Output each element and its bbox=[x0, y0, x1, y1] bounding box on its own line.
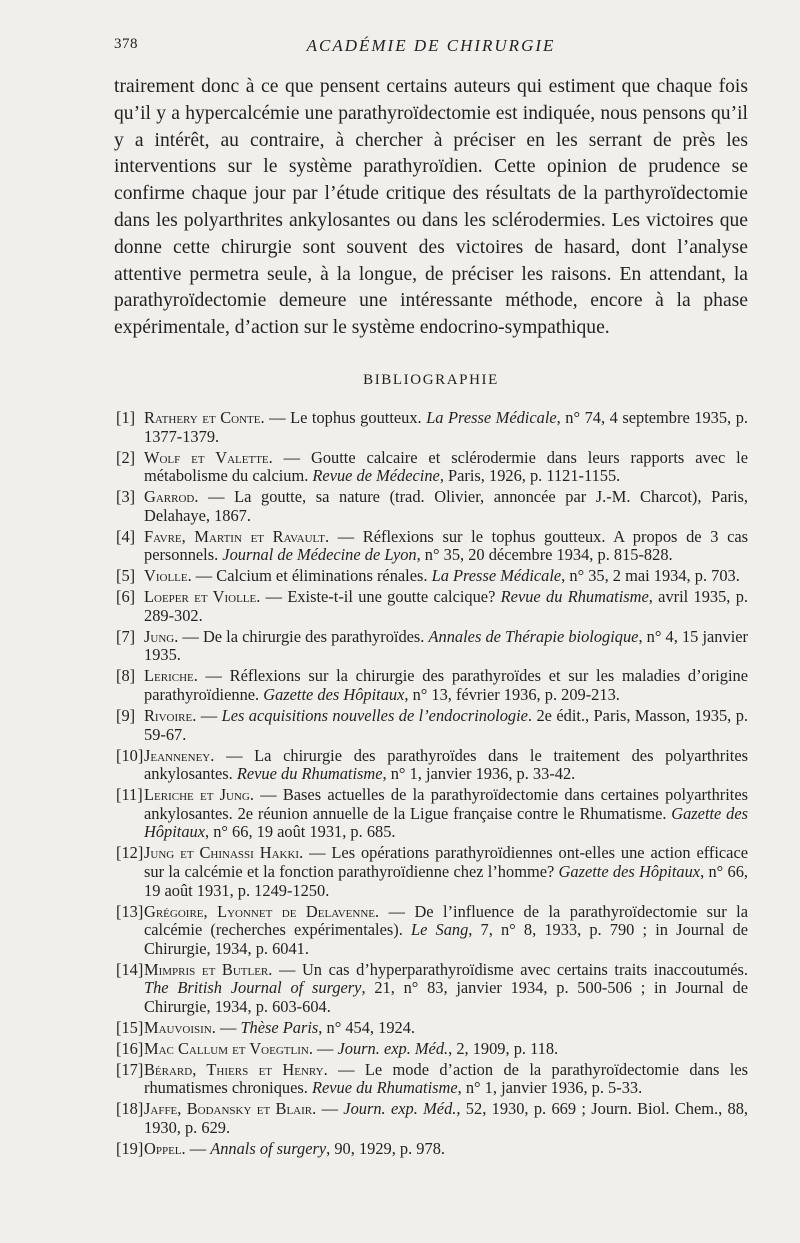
entry-text-pre: — La goutte, sa nature (trad. Olivier, annoncée par J.-M. Charcot), Paris, Delahaye, 1867. bbox=[144, 487, 748, 525]
bibliography-entry bbox=[116, 588, 748, 625]
bibliography-entry bbox=[116, 747, 748, 784]
entry-text-pre: — Le mode d’action de la parathyroïdectomie dans les rhumatismes chroniques. bbox=[144, 1059, 749, 1098]
entry-text-post: , 7, n° 8, 1933, p. 790 ; in Journal de Chirurgie, 1934, p. 6041. bbox=[144, 920, 748, 958]
entry-text-pre: — De la chirurgie des parathyroïdes. bbox=[178, 626, 429, 646]
entry-journal: Gazette des Hôpitaux bbox=[144, 803, 749, 842]
entry-authors: Jung et Chinassi Hakki. bbox=[144, 843, 304, 863]
entry-authors: Favre, Martin et Ravault. bbox=[144, 526, 330, 546]
body-paragraph: trairement donc à ce que pensent certains auteurs qui estiment que chaque fois qu’il y a hypercalcémie une parathyroïdectomie est indiquée, nous pensons qu’il y a intérêt, au contraire, à chercher à préciser en les serrant de près les interventions sur le système parathyroïdien. Cette opinion de prudence se confirme chaque jour par l’étude critique des résultats de la parthyroïdectomie dans les polyarthrites ankylosantes ou dans les sclérodermies. Les victoires que donne cette chirurgie sont souvent des victoires de hasard, dont l’analyse attentive permetra seule, à la longue, de préciser les raisons. En attendant, la parathyroïdectomie demeure une intéressante méthode, encore à la phase expérimentale, d’action sur le système endocrino-sympathique. bbox=[114, 76, 748, 339]
bibliography-heading: BIBLIOGRAPHIE bbox=[363, 372, 499, 388]
entry-authors: Mimpris et Butler. bbox=[144, 959, 273, 979]
entry-text-pre: — bbox=[312, 1038, 338, 1058]
entry-authors: Rivoire. bbox=[144, 706, 197, 726]
entry-number: [11] bbox=[116, 785, 143, 805]
entry-number: [17] bbox=[116, 1059, 144, 1079]
entry-journal: La Presse Médicale bbox=[431, 566, 562, 586]
entry-journal: Gazette des Hôpitaux bbox=[263, 685, 405, 705]
entry-journal: Revue de Médecine bbox=[312, 466, 440, 486]
entry-journal: Journal de Médecine de Lyon bbox=[222, 545, 417, 565]
bibliography-entry bbox=[116, 707, 748, 744]
entry-text-pre: — Réflexions sur le tophus goutteux. A propos de 3 cas personnels. bbox=[144, 526, 749, 565]
entry-number: [12] bbox=[116, 843, 144, 863]
bibliography-entry bbox=[116, 1061, 748, 1098]
entry-text-post: , n° 1, janvier 1936, p. 5-33. bbox=[457, 1078, 643, 1098]
entry-number: [16] bbox=[116, 1038, 144, 1058]
bibliography-entry bbox=[116, 1040, 748, 1059]
entry-authors: Bérard, Thiers et Henry. bbox=[144, 1059, 328, 1079]
entry-number: [13] bbox=[116, 901, 144, 921]
entry-journal: La Presse Médicale bbox=[426, 408, 557, 427]
bibliography-entry bbox=[116, 528, 748, 565]
entry-text-post: , n° 35, 2 mai 1934, p. 703. bbox=[561, 566, 740, 586]
bibliography-entry bbox=[116, 1100, 748, 1137]
entry-journal: Journ. exp. Méd. bbox=[343, 1099, 457, 1119]
bibliography-entry bbox=[116, 961, 748, 1017]
entry-journal: Annales de Thérapie biologique bbox=[428, 626, 639, 646]
entry-authors: Garrod. bbox=[144, 487, 199, 507]
bibliography-entry bbox=[116, 628, 748, 665]
bibliography-entry bbox=[116, 1140, 748, 1159]
entry-number: [9] bbox=[116, 706, 136, 726]
entry-number: [5] bbox=[116, 566, 136, 586]
entry-text-pre: — Les opérations parathyroïdiennes ont-elles une action efficace sur la calcémie et la fonction parathyroïdienne chez l’homme? bbox=[144, 843, 748, 881]
entry-text-post: , n° 35, 20 décembre 1934, p. 815-828. bbox=[416, 545, 673, 565]
entry-authors: Leriche. bbox=[144, 666, 198, 686]
entry-number: [18] bbox=[116, 1099, 144, 1119]
entry-journal: Annals of surgery bbox=[210, 1139, 327, 1158]
bibliography-entry bbox=[116, 1019, 748, 1038]
entry-number: [1] bbox=[116, 408, 136, 427]
entry-text-post: , n° 66, 19 août 1931, p. 1249-1250. bbox=[144, 861, 748, 900]
bibliography-entry bbox=[116, 667, 748, 704]
entry-journal: Revue du Rhumatisme bbox=[500, 587, 649, 607]
entry-authors: Wolf et Valette. bbox=[144, 447, 273, 467]
entry-journal: Le Sang bbox=[410, 920, 469, 940]
entry-number: [2] bbox=[116, 447, 136, 467]
entry-text-pre: — bbox=[316, 1099, 344, 1119]
entry-text-pre: — bbox=[185, 1139, 211, 1158]
entry-journal: Les acquisitions nouvelles de l’endocrinologie bbox=[221, 706, 528, 726]
entry-authors: Mac Callum et Voegtlin. bbox=[144, 1038, 313, 1058]
entry-number: [19] bbox=[116, 1139, 144, 1158]
entry-text-pre: — Le tophus goutteux. bbox=[264, 408, 427, 427]
bibliography-entry bbox=[116, 488, 748, 525]
entry-number: [3] bbox=[116, 487, 136, 507]
entry-number: [15] bbox=[116, 1017, 144, 1037]
entry-text-post: . 2e édit., Paris, Masson, 1935, p. 59-67. bbox=[144, 706, 749, 744]
entry-text-post: , 21, n° 83, janvier 1934, p. 500-506 ; in Journal de Chirurgie, 1934, p. 603-604. bbox=[144, 978, 748, 1016]
entry-authors: Mauvoisin. bbox=[144, 1017, 216, 1037]
page-number: 378 bbox=[114, 36, 138, 52]
entry-journal: Revue du Rhumatisme bbox=[236, 764, 383, 784]
entry-text-pre: — Calcium et éliminations rénales. bbox=[191, 566, 432, 586]
entry-number: [10] bbox=[116, 745, 144, 765]
entry-text-post: , n° 66, 19 août 1931, p. 685. bbox=[205, 822, 396, 842]
bibliography-entry bbox=[116, 567, 748, 586]
entry-text-pre: — Bases actuelles de la parathyroïdectomie dans certaines polyarthrites ankylosantes. 2e réunion annuelle de la Ligue française contre le Rhumatisme. bbox=[144, 785, 748, 823]
entry-text-post: , 52, 1930, p. 669 ; Journ. Biol. Chem., 88, 1930, p. 629. bbox=[144, 1099, 748, 1138]
entry-text-post: , avril 1935, p. 289-302. bbox=[144, 587, 749, 625]
entry-text-post: , n° 13, février 1936, p. 209-213. bbox=[404, 685, 620, 705]
entry-number: [6] bbox=[116, 587, 136, 607]
entry-journal: Gazette des Hôpitaux bbox=[558, 861, 701, 881]
entry-text-post: , n° 4, 15 janvier 1935. bbox=[144, 626, 748, 665]
bibliography-entry bbox=[116, 786, 748, 842]
bibliography-entry bbox=[116, 903, 748, 959]
entry-authors: Violle. bbox=[144, 566, 192, 586]
entry-authors: Grégoire, Lyonnet de Delavenne. bbox=[144, 901, 380, 921]
entry-authors: Oppel. bbox=[144, 1139, 186, 1158]
entry-text-pre: — bbox=[215, 1017, 241, 1037]
entry-text-post: , n° 454, 1924. bbox=[318, 1017, 415, 1037]
entry-text-pre: — bbox=[196, 706, 222, 726]
entry-authors: Loeper et Violle. bbox=[144, 587, 261, 607]
entry-text-pre: — La chirurgie des parathyroïdes dans le traitement des polyarthrites ankylosantes. bbox=[144, 745, 748, 784]
entry-text-post: , 90, 1929, p. 978. bbox=[326, 1139, 445, 1158]
entry-journal: Journ. exp. Méd. bbox=[337, 1038, 449, 1058]
entry-authors: Leriche et Jung. bbox=[144, 785, 254, 805]
page-header bbox=[114, 36, 748, 58]
entry-text-pre: — Goutte calcaire et sclérodermie dans leurs rapports avec le métabolisme du calcium. bbox=[144, 447, 748, 486]
entry-journal: Thèse Paris bbox=[240, 1017, 319, 1037]
entry-authors: Rathery et Conte. bbox=[144, 408, 265, 427]
entry-text-post: , n° 74, 4 septembre 1935, p. 1377-1379. bbox=[144, 408, 748, 446]
bibliography-entry bbox=[116, 449, 748, 486]
entry-authors: Jaffe, Bodansky et Blair. bbox=[144, 1099, 317, 1119]
entry-text-pre: — Un cas d’hyperparathyroïdisme avec certains traits inaccoutumés. bbox=[272, 959, 748, 979]
entry-number: [14] bbox=[116, 959, 144, 979]
entry-number: [4] bbox=[116, 526, 136, 546]
entry-text-post: , Paris, 1926, p. 1121-1155. bbox=[439, 466, 621, 486]
entry-number: [8] bbox=[116, 666, 136, 686]
bibliography-entry bbox=[116, 409, 748, 446]
running-title: ACADÉMIE DE CHIRURGIE bbox=[306, 36, 556, 55]
entry-journal: The British Journal of surgery bbox=[144, 978, 362, 998]
entry-authors: Jung. bbox=[144, 626, 179, 646]
entry-number: [7] bbox=[116, 626, 136, 646]
entry-text-pre: — Existe-t-il une goutte calcique? bbox=[260, 587, 501, 607]
entry-authors: Jeanneney. bbox=[144, 745, 215, 765]
bibliography-entry bbox=[116, 844, 748, 900]
entry-text-pre: — Réflexions sur la chirurgie des parathyroïdes et sur les maladies d’origine parathyroïdienne. bbox=[144, 666, 748, 705]
entry-text-post: , n° 1, janvier 1936, p. 33-42. bbox=[382, 764, 576, 784]
entry-journal: Revue du Rhumatisme bbox=[311, 1078, 458, 1098]
entry-text-pre: — De l’influence de la parathyroïdectomie sur la calcémie (recherches expérimentales). bbox=[144, 901, 748, 940]
entry-text-post: , 2, 1909, p. 118. bbox=[448, 1038, 559, 1058]
bibliography-list bbox=[116, 409, 748, 1161]
